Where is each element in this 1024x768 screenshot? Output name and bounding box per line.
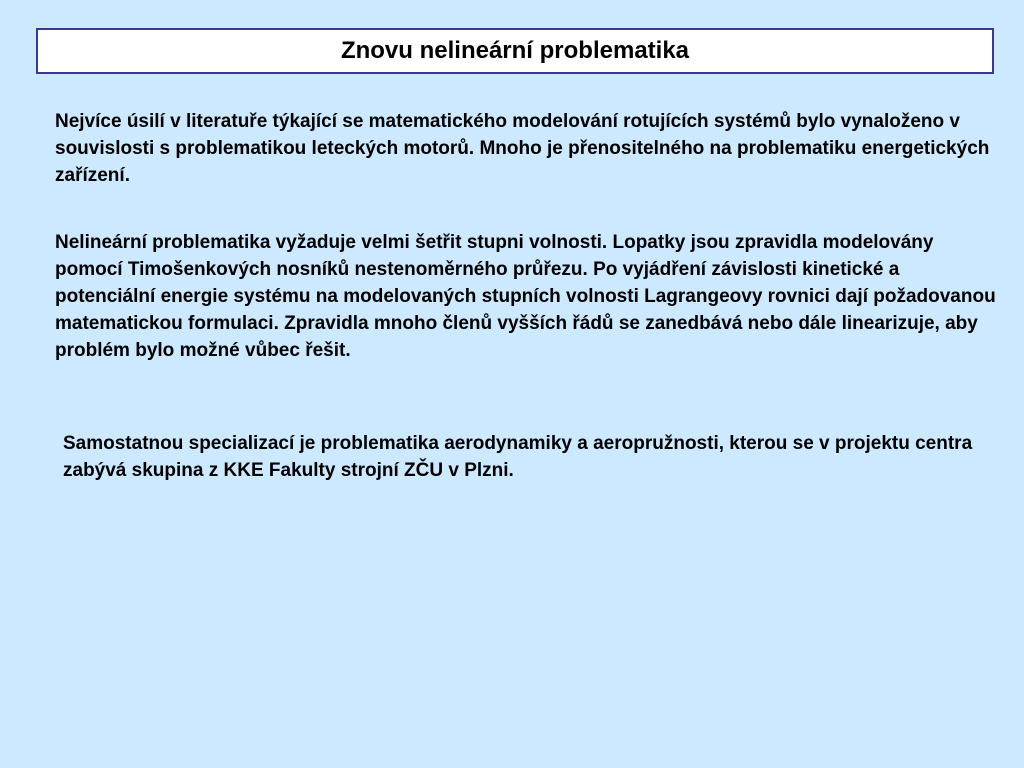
slide-title: Znovu nelineární problematika <box>340 37 690 64</box>
paragraph-aerodynamics: Samostatnou specializací je problematika aerodynamiky a aeropružnosti, kterou se v projektu centra zabývá skupina z KKE Fakulty strojní ZČU v Plzni. <box>63 433 973 481</box>
paragraph-nonlinear: Nelineární problematika vyžaduje velmi šetřit stupni volnosti. Lopatky jsou zpravidla modelovány pomocí Timošenkových nosníků nestenoměrného průřezu. Po vyjádření závislosti kinetické a potenciální energie systému na modelovaných stupních volnosti Lagrangeovy rovnici dají požadovanou matematickou formulaci. Zpravidla mnoho členů vyšších řádů se zanedbává nebo dále linearizuje, aby problém bylo možné vůbec řešit. <box>55 232 996 361</box>
slide-title-box <box>36 28 994 74</box>
paragraph-literature: Nejvíce úsilí v literatuře týkající se matematického modelování rotujících systémů bylo vynaloženo v souvislosti s problematikou leteckých motorů. Mnoho je přenositelného na problematiku energetických zařízení. <box>55 111 990 186</box>
